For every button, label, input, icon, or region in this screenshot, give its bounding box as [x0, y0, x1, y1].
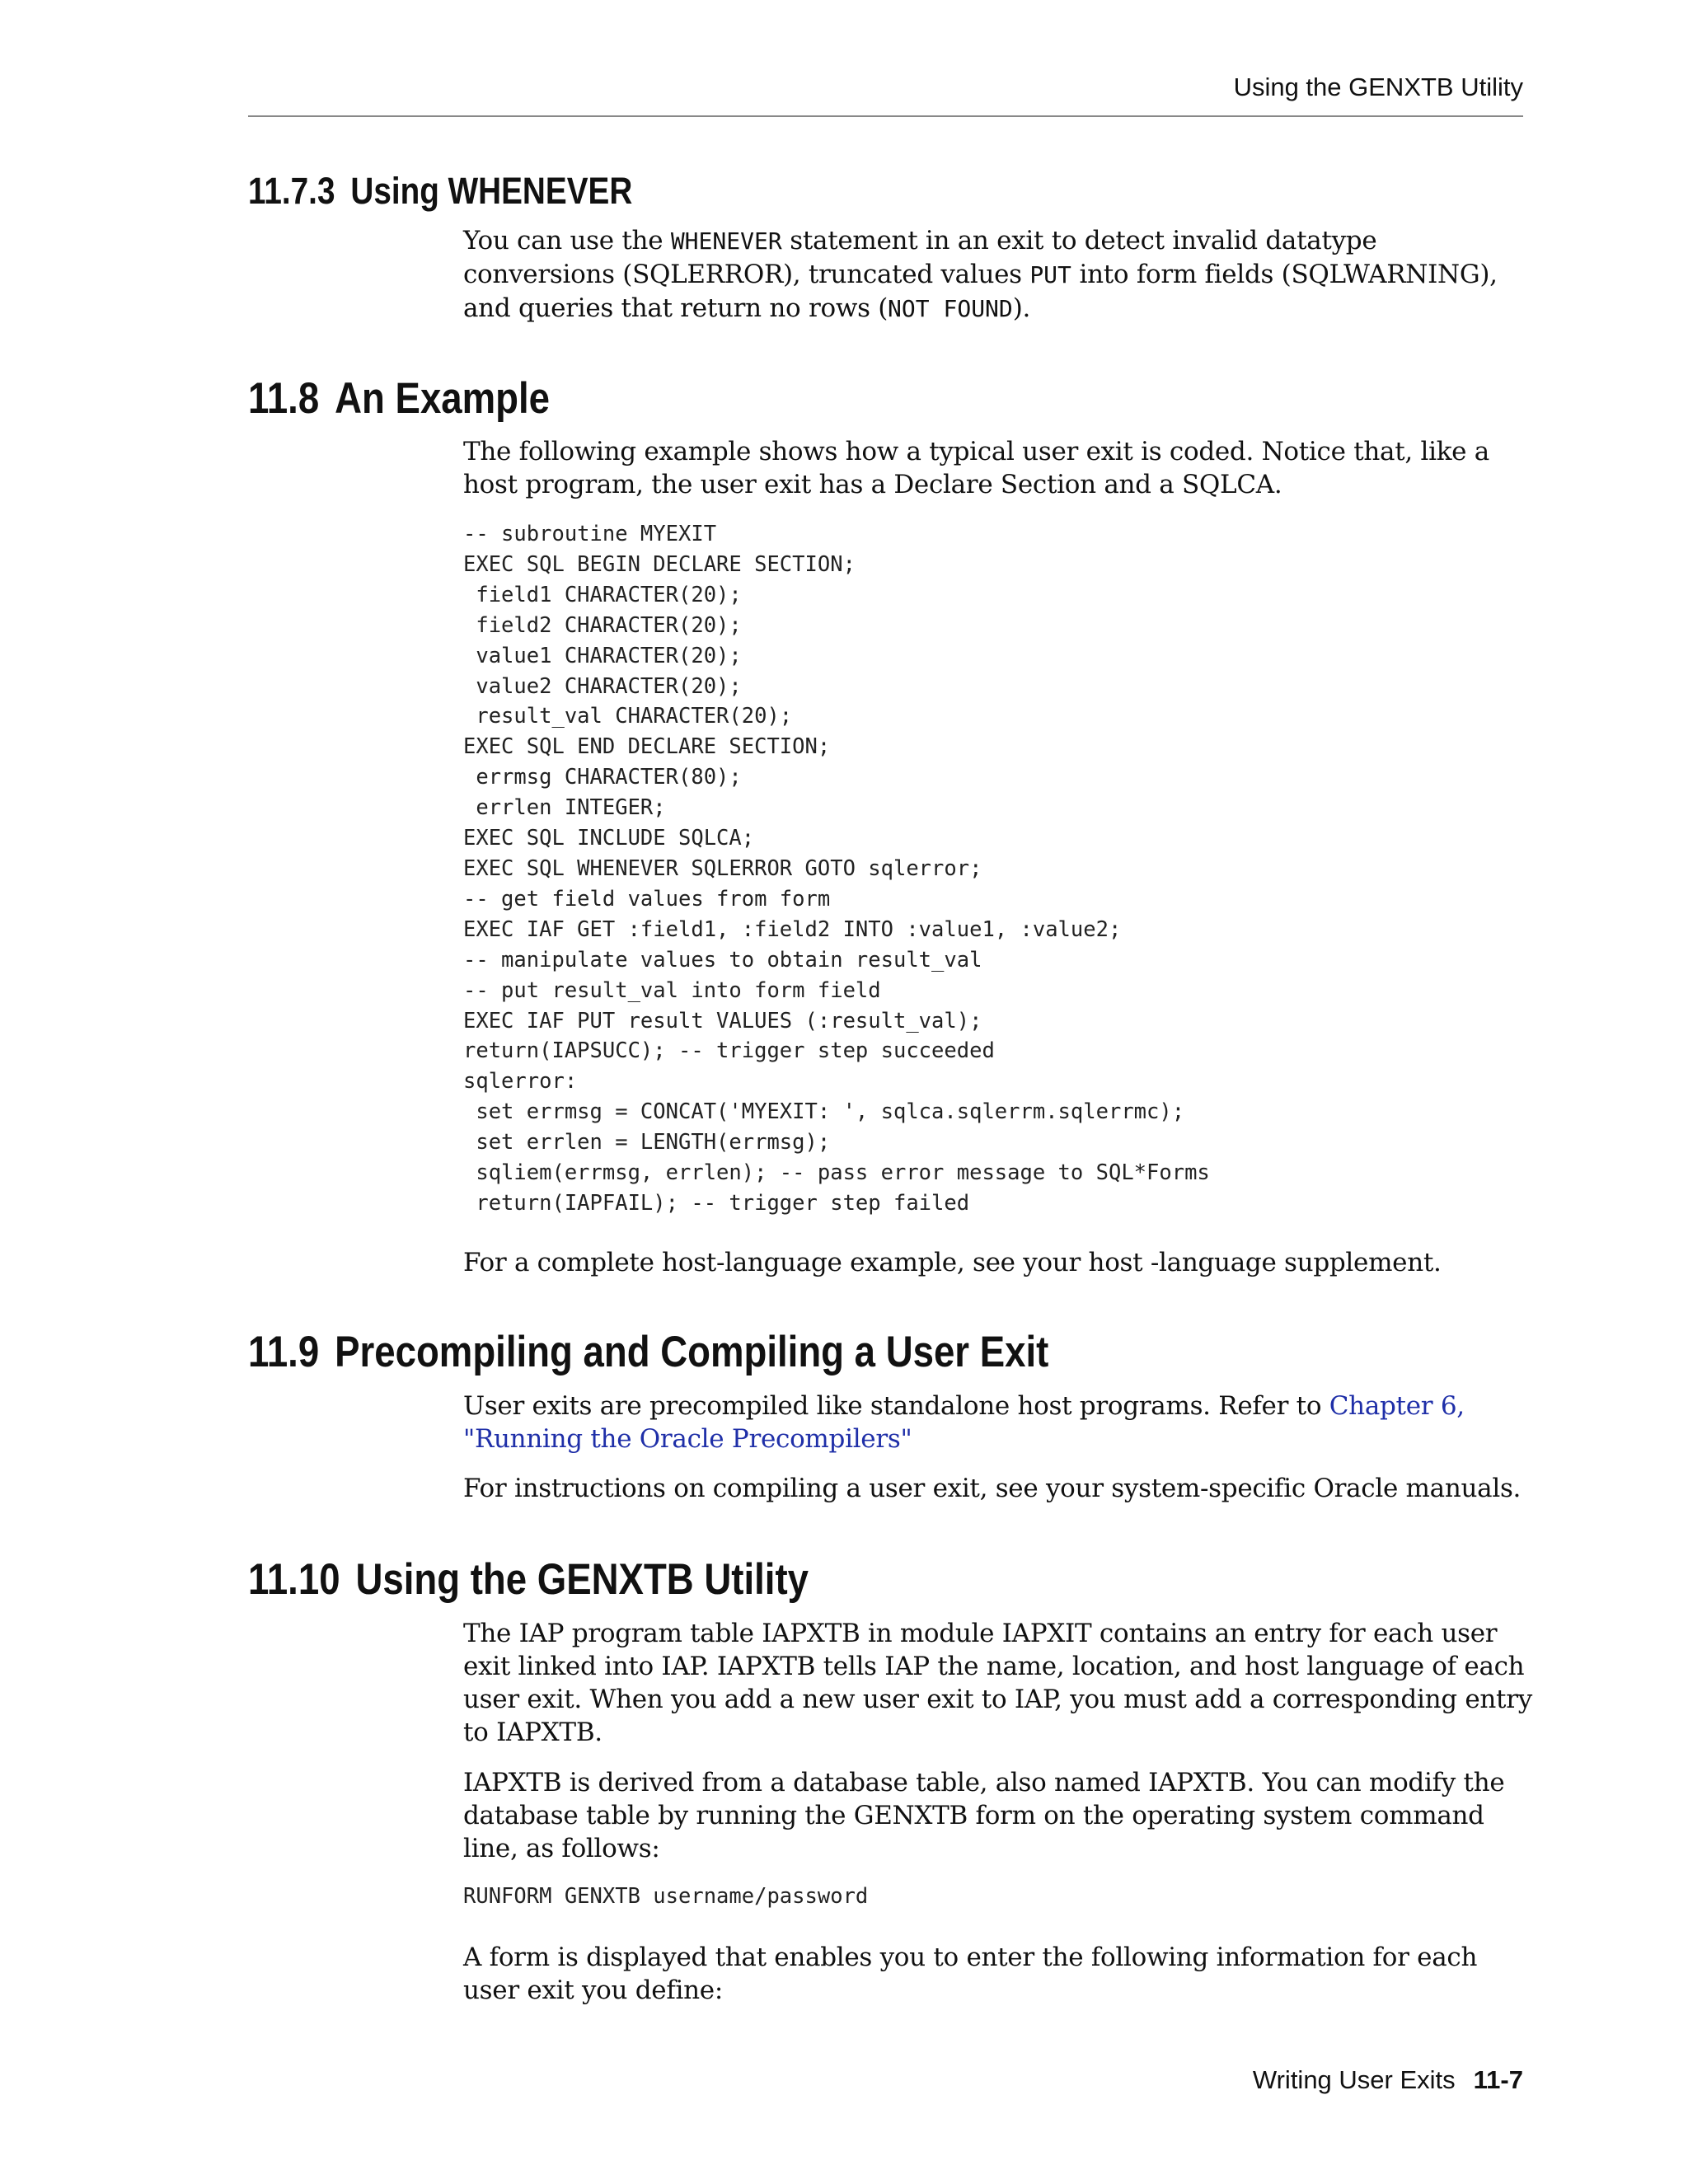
text-run: statement in an exit to detect invalid datatype conversions (SQLERROR), truncated values	[463, 226, 1377, 289]
text-run: You can use the	[463, 226, 671, 255]
footer-chapter-title: Writing User Exits	[1252, 2065, 1456, 2094]
section-title: Precompiling and Compiling a User Exit	[335, 1328, 1049, 1376]
header-rule	[248, 115, 1523, 117]
section-number: 11.8	[248, 374, 320, 423]
section-heading-11-7-3	[248, 170, 632, 213]
section-title: Using the GENXTB Utility	[355, 1555, 809, 1604]
compile-instructions-paragraph: For instructions on compiling a user exit, see your system-specific Oracle manuals.	[463, 1474, 1522, 1503]
whenever-paragraph	[463, 224, 1535, 326]
myexit-code-block: -- subroutine MYEXIT EXEC SQL BEGIN DECLARE SECTION; field1 CHARACTER(20); field2 CHARACTER(20); value1 CHARACTER(20); value2 CHARACTER(20); result_val CHARACTER(20); EXEC SQL END DECLARE SECTION; errmsg CHARACTER(80); errlen INTEGER; EXEC SQL INCLUDE SQLCA; EXEC SQL WHENEVER SQLERROR GOTO sqlerror; -- get field values from form EXEC IAF GET :field1, :field2 INTO :value1, :value2; -- manipulate values to obtain result_val -- put result_val into form field EXEC IAF PUT result VALUES (:result_val); return(IAPSUCC); -- trigger step succeeded sqlerror: set errmsg = CONCAT('MYEXIT: ', sqlca.sqlerrm.sqlerrmc); set errlen = LENGTH(errmsg); sqliem(errmsg, errlen); -- pass error message to SQL*Forms return(IAPFAIL); -- trigger step failed	[463, 522, 1210, 1216]
section-heading-11-9	[248, 1327, 1048, 1377]
chapter-6-link[interactable]: Chapter 6, "Running the Oracle Precompilers"	[463, 1391, 1465, 1454]
host-language-paragraph: For a complete host-language example, see your host -language supplement.	[463, 1248, 1442, 1277]
page-footer	[1253, 2065, 1523, 2095]
genxtb-paragraph: IAPXTB is derived from a database table, also named IAPXTB. You can modify the database table by running the GENXTB form on the operating system command line, as follows:	[463, 1768, 1505, 1863]
page-number: 11-7	[1473, 2065, 1523, 2094]
section-heading-11-8	[248, 373, 550, 424]
section-number: 11.7.3	[248, 170, 335, 212]
text-run: into form fields (SQLWARNING), and queries that return no rows (	[463, 260, 1498, 323]
precompile-paragraph	[463, 1390, 1535, 1455]
example-intro-paragraph: The following example shows how a typical user exit is coded. Notice that, like a host program, the user exit has a Declare Section and a SQLCA.	[463, 437, 1489, 499]
runform-code-block: RUNFORM GENXTB username/password	[463, 1884, 869, 1909]
iapxtb-paragraph: The IAP program table IAPXTB in module IAPXIT contains an entry for each user exit linked into IAP. IAPXTB tells IAP the name, location, and host language of each user exit. When you add a new user exit to IAP, you must add a corresponding entry to IAPXTB.	[463, 1619, 1532, 1747]
section-number: 11.10	[248, 1555, 340, 1604]
text-run: User exits are precompiled like standalone host programs. Refer to	[463, 1391, 1329, 1421]
form-info-paragraph: A form is displayed that enables you to enter the following information for each user exit you define:	[463, 1943, 1478, 2005]
section-heading-11-10	[248, 1554, 809, 1605]
section-number: 11.9	[248, 1328, 320, 1376]
text-run: ).	[1012, 293, 1031, 323]
section-title: An Example	[335, 374, 551, 423]
code-term: PUT	[1029, 261, 1071, 288]
code-term: NOT FOUND	[888, 295, 1013, 322]
section-title: Using WHENEVER	[350, 170, 633, 212]
running-header: Using the GENXTB Utility	[1233, 73, 1523, 101]
code-term: WHENEVER	[670, 227, 782, 255]
